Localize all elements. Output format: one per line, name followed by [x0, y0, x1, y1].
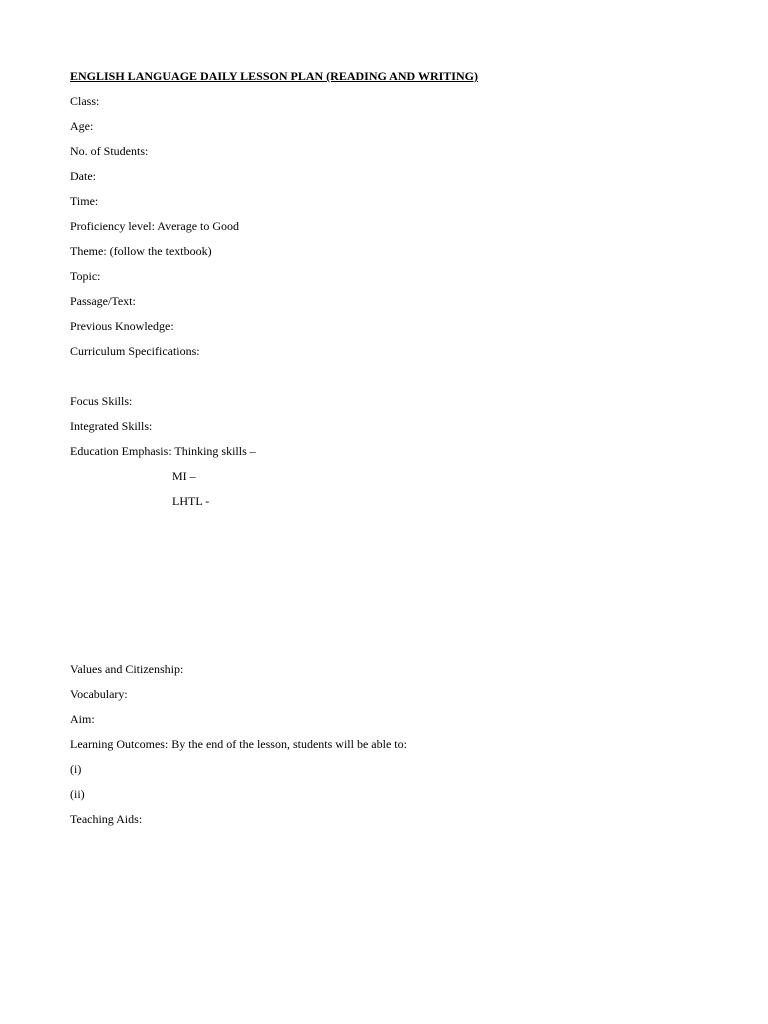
field-values-and-citizenship: Values and Citizenship:: [70, 662, 184, 676]
document-title: ENGLISH LANGUAGE DAILY LESSON PLAN (READING AND WRITING): [70, 69, 478, 83]
field-education-emphasis: Education Emphasis: Thinking skills –: [70, 444, 256, 458]
field-date: Date:: [70, 169, 96, 183]
field-class: Class:: [70, 94, 100, 108]
field-time: Time:: [70, 194, 99, 208]
field-aim: Aim:: [70, 712, 95, 726]
field-number-of-students: No. of Students:: [70, 144, 149, 158]
field-theme: Theme: (follow the textbook): [70, 244, 212, 258]
field-age: Age:: [70, 119, 94, 133]
field-vocabulary: Vocabulary:: [70, 687, 128, 701]
field-focus-skills: Focus Skills:: [70, 394, 133, 408]
field-learning-outcomes: Learning Outcomes: By the end of the lesson, students will be able to:: [70, 737, 407, 751]
field-lhtl: LHTL -: [172, 494, 210, 508]
field-proficiency-level: Proficiency level: Average to Good: [70, 219, 240, 233]
outcome-item-2: (ii): [70, 787, 85, 801]
field-passage-text: Passage/Text:: [70, 294, 136, 308]
field-curriculum-specifications: Curriculum Specifications:: [70, 344, 200, 358]
field-integrated-skills: Integrated Skills:: [70, 419, 153, 433]
field-teaching-aids: Teaching Aids:: [70, 812, 143, 826]
field-topic: Topic:: [70, 269, 101, 283]
field-previous-knowledge: Previous Knowledge:: [70, 319, 174, 333]
field-mi: MI –: [172, 469, 196, 483]
outcome-item-1: (i): [70, 762, 82, 776]
